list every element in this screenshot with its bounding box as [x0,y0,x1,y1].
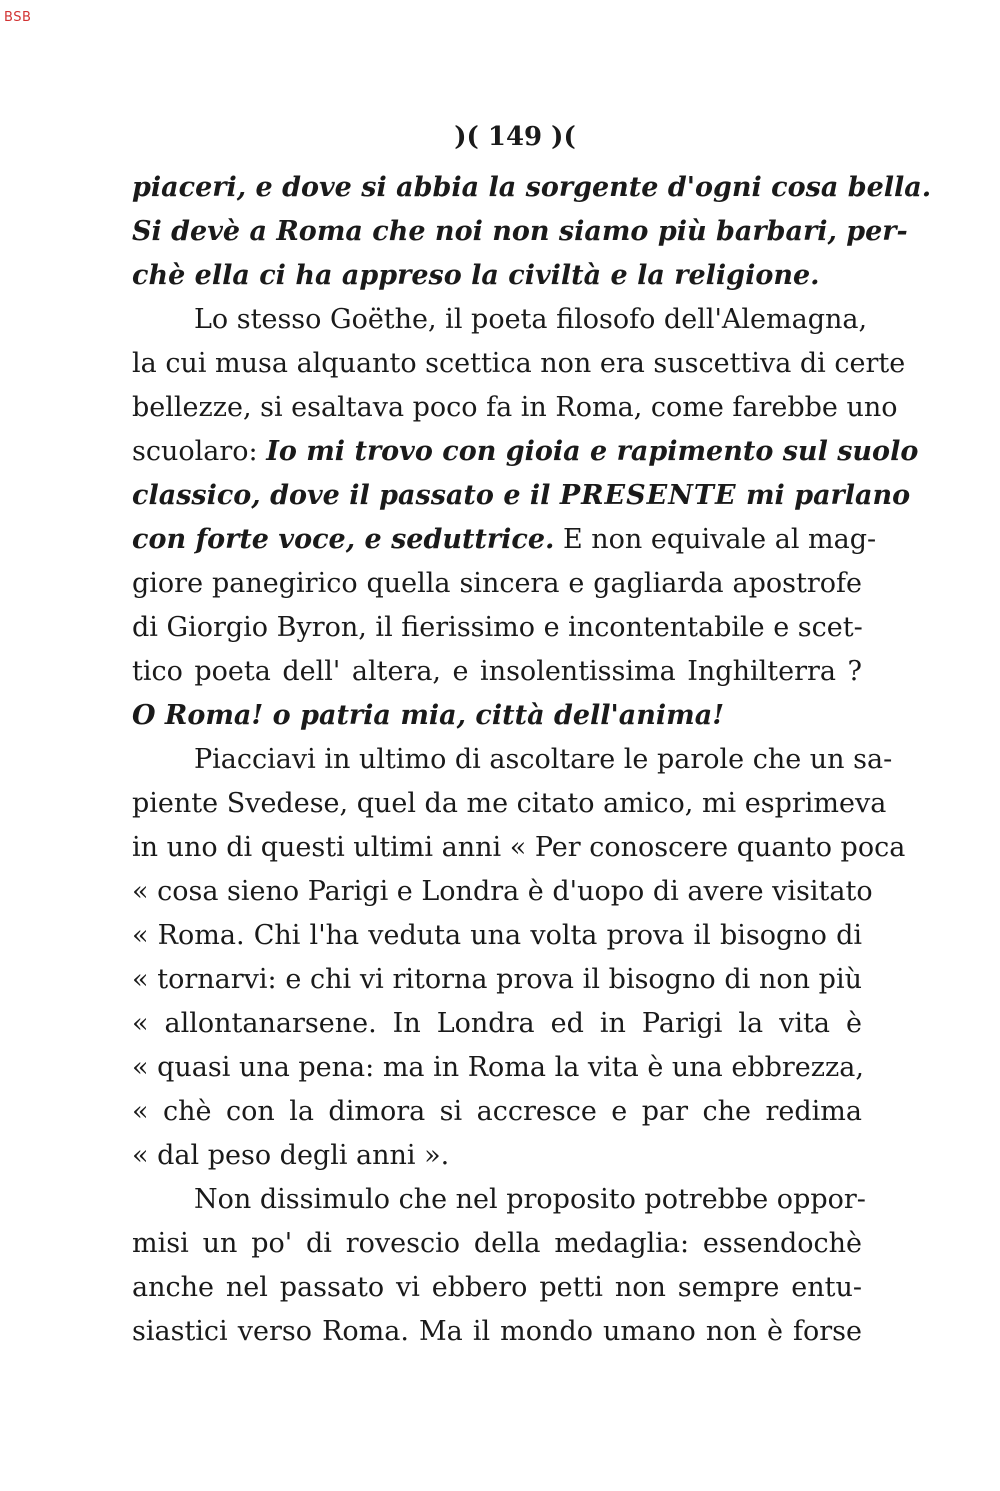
text-line [132,1266,862,1310]
text-line [132,914,862,958]
text-line [132,826,906,870]
text-line [132,606,862,650]
text-run: di Giorgio Byron, il fierissimo e incontentabile e scet- [132,612,863,643]
text-run: « tornarvi: e chi vi ritorna prova il bisogno di non più [132,964,862,995]
text-run: E non equivale al mag- [554,524,877,555]
text-run: « Roma. Chi l'ha veduta una volta prova il bisogno di [132,920,862,951]
paragraph [132,738,906,1178]
text-line [132,474,911,518]
paragraph [132,298,919,738]
text-run: Si devè a Roma che noi non siamo più barbari, per- [132,216,908,247]
text-run: Io mi trovo con gioia e rapimento sul suolo [266,436,919,467]
text-line [132,298,868,342]
text-line [132,518,877,562]
text-run: siastici verso Roma. Ma il mondo umano non è forse [132,1316,862,1347]
page-body-text [132,166,932,1354]
text-run: scuolaro: [132,436,267,467]
text-run: « dal peso degli anni ». [132,1140,450,1171]
text-run: PRESENTE [559,480,737,511]
text-line [132,562,862,606]
text-line [132,1002,862,1046]
text-run: « cosa sieno Parigi e Londra è d'uopo di avere visitato [132,876,873,907]
text-run: « chè con la dimora si accresce e par che redima [132,1096,862,1127]
page-number: )( 149 )( [454,122,576,152]
text-run: classico, dove il passato e il [132,480,560,511]
text-line [132,166,932,210]
text-line [132,1046,862,1090]
text-run: O Roma! o patria mia, città dell'anima! [132,700,725,731]
text-run: tico poeta dell' altera, e insolentissima Inghilterra ? [132,656,862,687]
text-line [132,1134,862,1178]
text-line [132,1310,862,1354]
text-line [132,342,906,386]
text-line [132,650,862,694]
text-run: bellezze, si esaltava poco fa in Roma, come farebbe uno [132,392,898,423]
text-run: anche nel passato vi ebbero petti non sempre entu- [132,1272,862,1303]
text-run: piente Svedese, quel da me citato amico, mi esprimeva [132,788,887,819]
text-line [132,694,862,738]
text-line [132,1222,862,1266]
text-run: in uno di questi ultimi anni « Per conoscere quanto poca [132,832,906,863]
text-run: « allontanarsene. In Londra ed in Parigi la vita è [132,1008,862,1039]
paragraph [132,166,932,298]
text-run: giore panegirico quella sincera e gagliarda apostrofe [132,568,862,599]
text-line [132,738,893,782]
text-line [132,430,919,474]
text-run: con forte voce, e seduttrice. [132,524,555,555]
text-line [132,1178,866,1222]
text-line [132,870,873,914]
text-run: la cui musa alquanto scettica non era suscettiva di certe [132,348,906,379]
text-line [132,958,862,1002]
text-run: « quasi una pena: ma in Roma la vita è una ebbrezza, [132,1052,864,1083]
text-run: chè ella ci ha appreso la civiltà e la religione. [132,260,820,291]
paragraph [132,1178,866,1354]
text-line [132,210,908,254]
text-line [132,254,862,298]
text-run: misi un po' di rovescio della medaglia: essendochè [132,1228,862,1259]
text-line [132,782,887,826]
text-run: mi parlano [736,480,911,511]
library-watermark: BSB [4,10,32,25]
text-run: Non dissimulo che nel proposito potrebbe oppor- [194,1184,866,1215]
text-line [132,1090,862,1134]
text-line [132,386,898,430]
text-run: Piacciavi in ultimo di ascoltare le parole che un sa- [194,744,893,775]
text-run: piaceri, e dove si abbia la sorgente d'ogni cosa bella. [132,172,932,203]
text-run: Lo stesso Goëthe, il poeta filosofo dell'Alemagna, [194,304,868,335]
